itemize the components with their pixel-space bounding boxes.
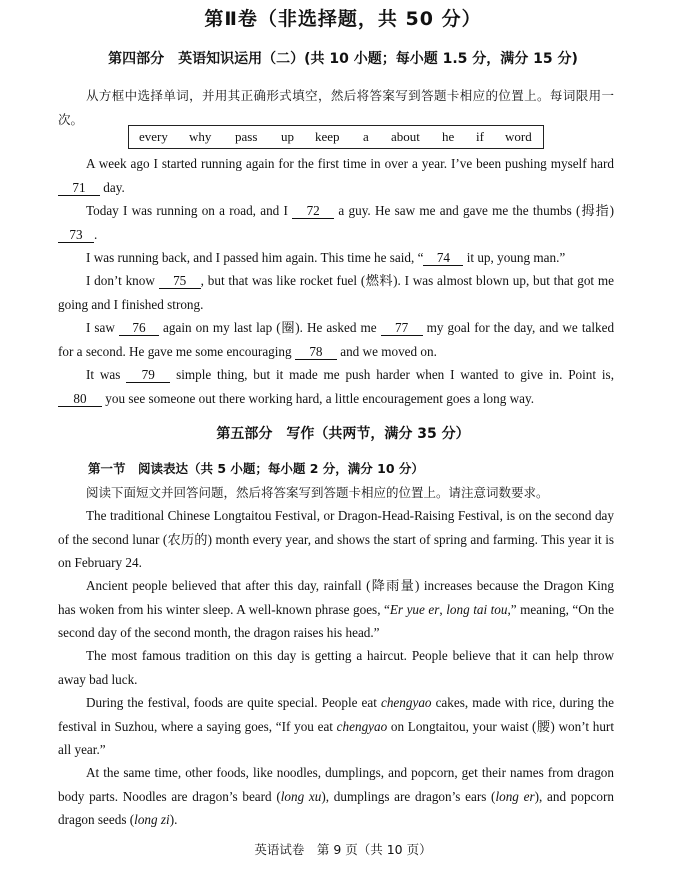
blank-77: 77	[381, 320, 423, 336]
word-box-item: up	[281, 129, 294, 144]
word-box-item: if	[476, 129, 484, 144]
word-box-item: pass	[235, 129, 258, 144]
blank-73: 73	[58, 227, 94, 243]
section1-heading: 第一节 阅读表达（共 5 小题；每小题 2 分，满分 10 分）	[88, 461, 424, 476]
blank-76: 76	[119, 320, 159, 336]
cloze-paragraph-6: It was 79 simple thing, but it made me push harder when I wanted to give in. Point is, 80 you see someone out there working hard, a little encouragement goes a long way.	[58, 363, 614, 410]
word-box-item: word	[505, 129, 532, 144]
reading-paragraph-2: Ancient people believed that after this day, rainfall (降雨量) increases because the Dragon King has woken from his winter sleep. A well-known phrase goes, “Er yue er, long tai tou,” meaning, “On the second day of the second month, the dragon raises his head.”	[58, 578, 615, 640]
part4-instruction: 从方框中选择单词，并用其正确形式填空，然后将答案写到答题卡相应的位置上。每词限用一次。	[58, 88, 614, 127]
word-box-item: keep	[315, 129, 340, 144]
word-box-item: every	[139, 129, 168, 144]
blank-75: 75	[159, 273, 201, 289]
blank-80: 80	[58, 391, 102, 407]
word-box-item: a	[363, 129, 369, 144]
cloze-paragraph-2: Today I was running on a road, and I 72 a guy. He saw me and gave me the thumbs (拇指) 73 .	[58, 199, 614, 246]
word-box	[128, 125, 544, 149]
part5-instruction: 阅读下面短文并回答问题，然后将答案写到答题卡相应的位置上。请注意词数要求。	[86, 485, 549, 500]
blank-71: 71	[58, 180, 100, 196]
reading-paragraph-4: During the festival, foods are quite special. People eat chengyao cakes, made with rice, during the festival in Suzhou, where a saying goes, “If you eat chengyao on Longtaitou, your waist (腰) won’t hurt all year.”	[58, 695, 615, 757]
blank-78: 78	[295, 344, 337, 360]
part5-heading: 第五部分 写作（共两节，满分 35 分）	[216, 426, 470, 442]
blank-79: 79	[126, 367, 170, 383]
reading-paragraph-3: The most famous tradition on this day is getting a haircut. People believe that it can help throw away bad luck.	[58, 648, 614, 687]
reading-paragraph-5: At the same time, other foods, like noodles, dumplings, and popcorn, get their names from dragon body parts. Noodles are dragon’s beard (long xu), dumplings are dragon’s ears (long er), and popcorn dragon seeds (long zi).	[58, 765, 614, 827]
paper-title: 第Ⅱ卷（非选择题，共 50 分）	[204, 8, 482, 30]
word-box-item: he	[442, 129, 455, 144]
word-box-item: why	[189, 129, 212, 144]
blank-74: 74	[423, 250, 463, 266]
page-footer: 英语试卷 第 9 页（共 10 页）	[254, 842, 432, 857]
word-box-item: about	[391, 129, 420, 144]
part4-heading: 第四部分 英语知识运用（二）(共 10 小题；每小题 1.5 分，满分 15 分)	[108, 51, 578, 67]
blank-72: 72	[292, 203, 334, 219]
cloze-paragraph-5: I saw 76 again on my last lap (圈). He asked me 77 my goal for the day, and we talked for a second. He gave me some encouraging 78 and we moved on.	[58, 320, 615, 359]
cloze-paragraph-4: I don’t know 75 , but that was like rocket fuel (燃料). I was almost blown up, but that got me going and I finished strong.	[58, 273, 614, 312]
reading-paragraph-1: The traditional Chinese Longtaitou Festival, or Dragon-Head-Raising Festival, is on the second day of the second lunar (农历的) month every year, and shows the start of spring and farming. This year it is on February 24.	[58, 508, 614, 570]
cloze-paragraph-1: A week ago I started running again for the first time in over a year. I’ve been pushing myself hard 71 day.	[58, 152, 614, 199]
cloze-paragraph-3: I was running back, and I passed him again. This time he said, “ 74 it up, young man.”	[86, 250, 566, 265]
